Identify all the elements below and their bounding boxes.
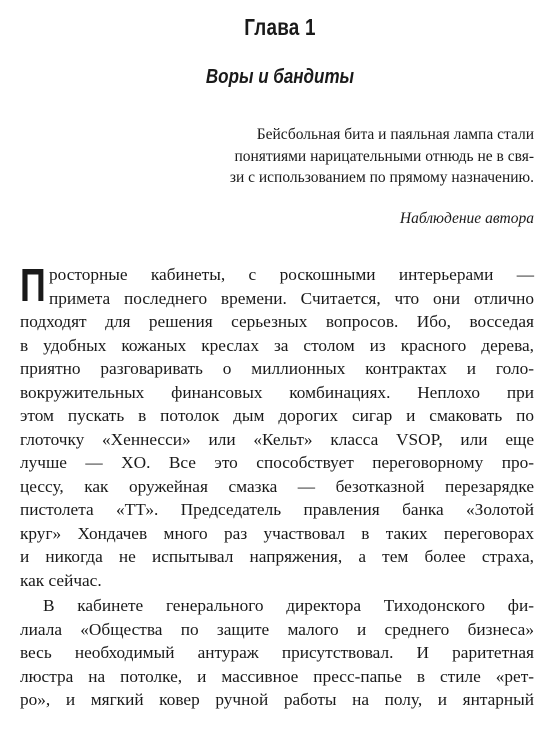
text-line: примета последнего времени. Считается, что они отлично [49, 288, 534, 308]
text-line: этом пускать в потолок дым дорогих сигар и смаковать по [20, 406, 534, 425]
text-line: весь необходимый антураж присутствовал. И раритетная [20, 643, 534, 662]
text-line: как сейчас. [20, 570, 102, 590]
text-line: люстра на потолке, и массивное пресс-папье в стиле «рет- [20, 666, 534, 686]
text-line: росторные кабинеты, с роскошными интерьерами — [49, 265, 534, 284]
epigraph-line: Бейсбольная бита и паяльная лампа стали [256, 126, 534, 143]
text-line: приятно разговаривать о миллионных контрактах и голо- [20, 359, 534, 378]
text-line: ро», и мягкий ковер ручной работы на полу, и янтарный [20, 690, 534, 709]
epigraph [134, 124, 534, 189]
text-line: лучше — XO. Все это способствует переговорному про- [20, 453, 534, 472]
text-line: глоточку «Хеннесси» или «Кельт» класса VSOP, или еще [20, 429, 534, 449]
text-line: подходят для решения серьезных вопросов. Ибо, восседая [20, 312, 534, 331]
epigraph-line: понятиями нарицательными отнюдь не в свя- [234, 147, 534, 165]
paragraph-1 [20, 259, 534, 592]
body-text [20, 259, 534, 712]
chapter-number: Глава 1 [244, 14, 316, 40]
chapter-title: Воры и бандиты [205, 66, 355, 88]
text-line: пистолета «ТТ». Председатель правления банка «Золотой [20, 500, 534, 519]
text-line: вокружительных финансовых комбинациях. Неплохо при [20, 382, 534, 402]
text-line: в удобных кожаных креслах за столом из красного дерева, [20, 335, 534, 355]
text-line: цессу, как оружейная смазка — безотказной перезарядке [20, 476, 534, 496]
text-line: лиала «Общества по защите малого и среднего бизнеса» [20, 619, 534, 639]
epigraph-author: Наблюдение автора [399, 210, 534, 227]
epigraph-line: зи с использованием по прямому назначению. [229, 169, 534, 186]
text-line: и никогда не испытывал напряжения, а тем более страха, [20, 547, 534, 566]
drop-cap: П [20, 259, 46, 311]
paragraph-2 [20, 594, 534, 712]
text-line: В кабинете генерального директора Тиходонского фи- [43, 596, 534, 615]
text-line: круг» Хондачев много раз участвовал в таких переговорах [20, 523, 534, 543]
